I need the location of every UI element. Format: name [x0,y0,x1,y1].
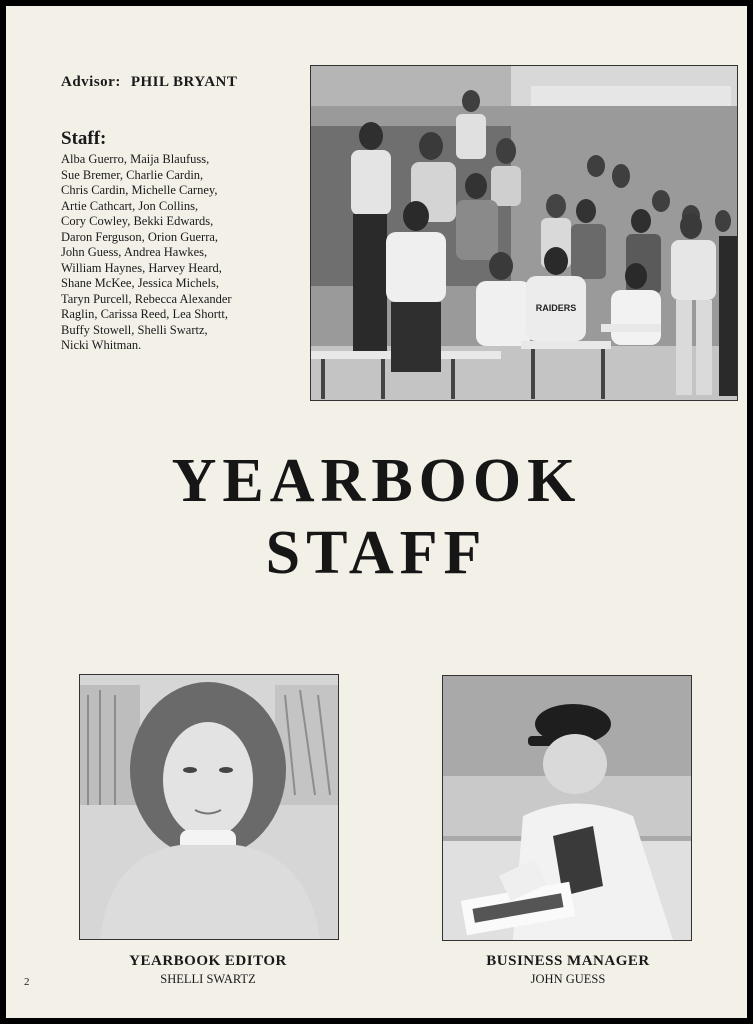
page-title-line-2: STAFF [265,519,488,587]
staff-line: John Guess, Andrea Hawkes, [61,245,208,259]
advisor-line [61,74,237,91]
staff-line: William Haynes, Harvey Heard, [61,260,222,275]
group-photo-image [311,66,737,400]
advisor-name: PHIL BRYANT [130,74,238,90]
staff-line: Nicki Whitman. [61,338,142,352]
manager-role: BUSINESS MANAGER [486,953,650,969]
staff-line: Cory Cowley, Bekki Edwards, [61,214,214,228]
staff-line: Artie Cathcart, Jon Collins, [61,198,199,213]
staff-line: Shane McKee, Jessica Michels, [61,276,219,290]
page-title-line-1: YEARBOOK [171,447,582,515]
yearbook-page [6,6,747,1018]
group-photo [310,65,738,401]
editor-caption [78,953,338,987]
staff-line: Raglin, Carissa Reed, Lea Shortt, [61,307,228,321]
staff-line: Daron Ferguson, Orion Guerra, [61,229,219,244]
editor-role: YEARBOOK EDITOR [129,953,287,969]
staff-line: Chris Cardin, Michelle Carney, [61,183,218,197]
staff-line: Alba Guerro, Maija Blaufuss, [61,152,210,166]
manager-name: JOHN GUESS [530,972,606,986]
manager-photo-image [443,676,691,940]
editor-photo-image [80,675,338,939]
manager-photo [442,675,692,941]
staff-line: Sue Bremer, Charlie Cardin, [61,167,204,182]
page-number: 2 [24,976,30,988]
editor-name: SHELLI SWARTZ [160,972,256,986]
shirt-text: RAIDERS [535,303,577,313]
editor-photo [79,674,339,940]
manager-caption [438,953,698,987]
staff-list [61,152,311,354]
advisor-label: Advisor: [61,74,121,90]
staff-line: Taryn Purcell, Rebecca Alexander [61,291,232,306]
staff-heading: Staff: [61,128,107,149]
staff-line: Buffy Stowell, Shelli Swartz, [61,322,208,337]
